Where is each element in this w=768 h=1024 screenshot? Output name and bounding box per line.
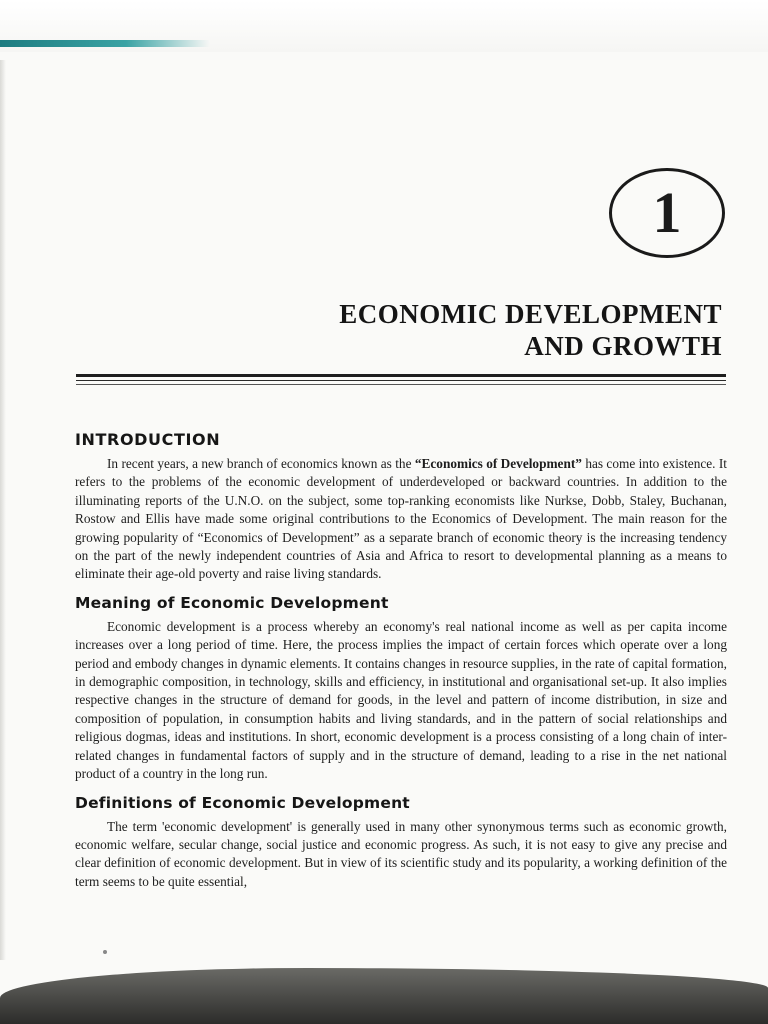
page-bottom-shadow: [0, 968, 768, 1024]
meaning-paragraph: Economic development is a process whereby an economy's real national income as well as per capita income increases over a long period of time. Here, the process implies the impact of certain forces which operate over a long period and embody changes in dynamic elements. It contains changes in resource supplies, in the rate of capital formation, in demographic composition, in technology, skills and efficiency, in institutional and organisational set-up. It also implies respective changes in the structure of demand for goods, in the level and pattern of income distribution, in size and composition of population, in consumption habits and living standards, and in the pattern of social relationships and religious dogmas, ideas and institutions. In short, economic development is a process consisting of a long chain of inter-related changes in fundamental factors of supply and in the structure of demand, leading to a rise in the net national product of a country in the long run.: [75, 618, 727, 782]
section-heading-meaning: Meaning of Economic Development: [75, 593, 389, 612]
title-rule-thick: [76, 374, 726, 377]
intro-text-start: In recent years, a new branch of economics known as the: [107, 456, 415, 471]
chapter-title: [339, 298, 722, 362]
chapter-title-line-2: AND GROWTH: [524, 331, 722, 361]
intro-bold-term: “Economics of Development”: [414, 456, 582, 471]
introduction-paragraph: [75, 455, 727, 584]
page-speck: [103, 950, 107, 954]
definitions-paragraph: The term 'economic development' is generally used in many other synonymous terms such as economic growth, economic welfare, secular change, social justice and economic progress. As such, it is not easy to give any precise and clear definition of economic development. But in view of its scientific study and its popularity, a working definition of the term seems to be quite essential,: [75, 818, 727, 889]
cover-edge-strip: [0, 40, 210, 47]
page-left-edge: [0, 60, 6, 960]
section-heading-definitions: Definitions of Economic Development: [75, 793, 410, 812]
chapter-title-line-1: ECONOMIC DEVELOPMENT: [339, 299, 722, 329]
section-heading-introduction: INTRODUCTION: [75, 430, 221, 449]
title-rule-thin-2: [76, 384, 726, 385]
chapter-number: 1: [652, 180, 682, 245]
title-rule-thin: [76, 380, 726, 381]
chapter-number-badge: [609, 168, 725, 258]
chapter-body: [75, 430, 727, 901]
intro-text-end: has come into existence. It refers to the problems of the economic development of underdeveloped or backward countries. In addition to the illuminating reports of the U.N.O. on the subject, some top-ranking economists like Nurkse, Dobb, Staley, Buchanan, Rostow and Ellis have made some original contributions to the Economics of Development. The main reason for the growing popularity of “Economics of Development” as a separate branch of economic theory is the increasing tendency on the part of the newly independent countries of Asia and Africa to resort to developmental planning as a means to eliminate their age-old poverty and raise living standards.: [75, 456, 727, 582]
